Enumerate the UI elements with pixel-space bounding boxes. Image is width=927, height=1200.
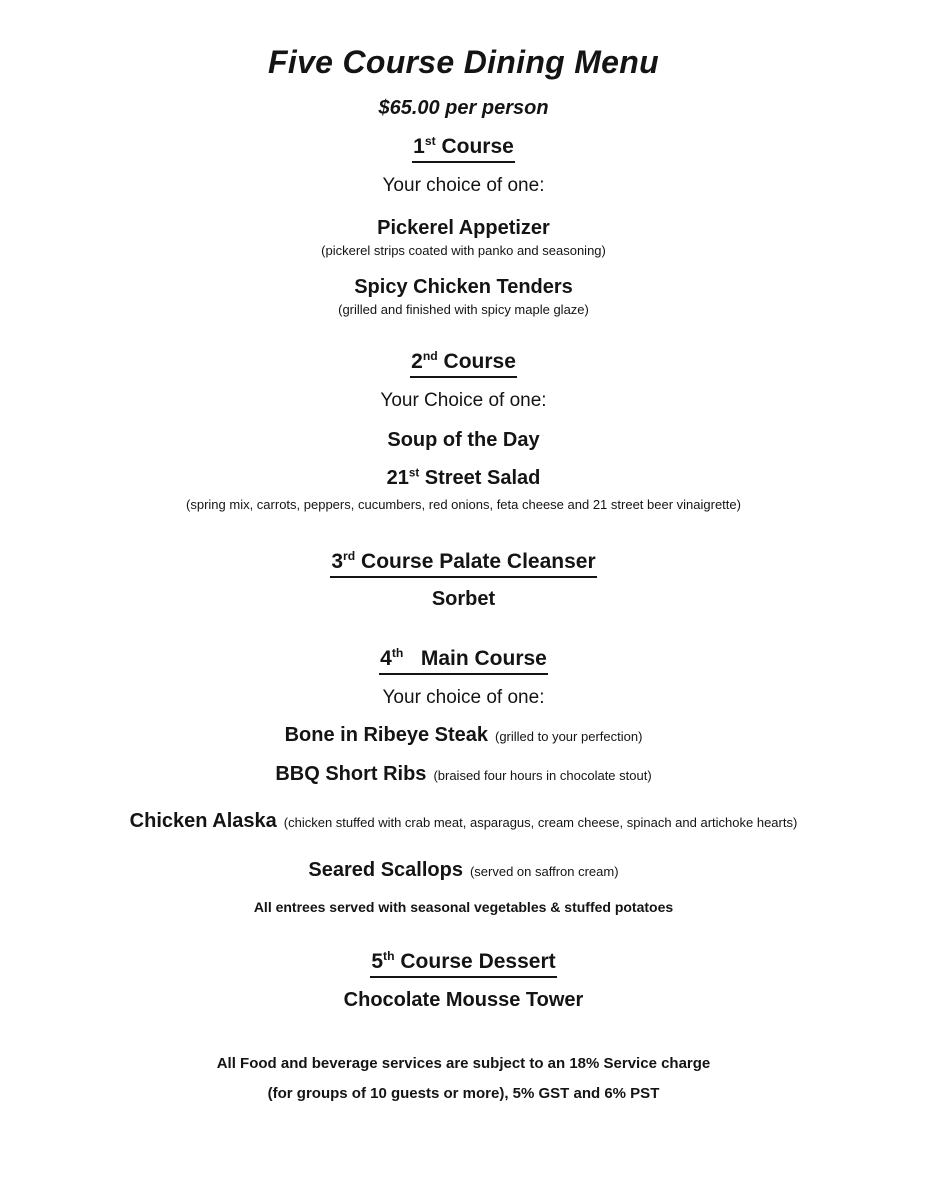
item-bone-in-ribeye-steak (0, 724, 927, 747)
course-5-label: Course Dessert (394, 950, 556, 973)
item-bbq-short-ribs (0, 763, 927, 786)
course-1-label: Course (435, 135, 514, 158)
item-bbq-short-ribs-desc: (braised four hours in chocolate stout) (433, 768, 652, 783)
item-21st-street-salad-number: 21 (386, 467, 409, 489)
course-3-label: Course Palate Cleanser (355, 550, 596, 573)
course-4-ordinal: th (391, 646, 404, 660)
item-21st-street-salad (0, 467, 927, 490)
course-4-label: Main Course (403, 647, 547, 670)
footer-service-charge-line: All Food and beverage services are subject to an 18% Service charge (216, 1055, 711, 1072)
course-4-choice-line: Your choice of one: (382, 687, 545, 708)
course-5-ordinal: th (383, 949, 395, 963)
item-soup-of-the-day: Soup of the Day (387, 429, 540, 451)
course-4-heading (0, 647, 927, 675)
item-seared-scallops (0, 859, 927, 882)
item-seared-scallops-desc: (served on saffron cream) (469, 864, 619, 879)
item-21st-street-salad-desc: (spring mix, carrots, peppers, cucumbers, red onions, feta cheese and 21 street beer vinaigrette) (186, 497, 741, 512)
item-spicy-chicken-tenders-desc: (grilled and finished with spicy maple glaze) (338, 302, 589, 317)
menu-title: Five Course Dining Menu (268, 44, 659, 80)
course-5-heading (0, 950, 927, 978)
item-chocolate-mousse-tower: Chocolate Mousse Tower (343, 989, 584, 1011)
course-3-number: 3 (331, 550, 344, 573)
course-1-number: 1 (413, 135, 425, 158)
item-chicken-alaska-desc: (chicken stuffed with crab meat, asparagus, cream cheese, spinach and artichoke hearts) (283, 815, 798, 830)
item-pickerel-appetizer: Pickerel Appetizer (377, 217, 550, 239)
course-5-number: 5 (371, 950, 384, 973)
course-2-label: Course (437, 350, 516, 373)
item-seared-scallops-name: Seared Scallops (308, 859, 463, 881)
course-1-ordinal: st (424, 134, 436, 148)
item-21st-street-salad-ordinal: st (408, 466, 420, 480)
course-2-ordinal: nd (422, 349, 438, 363)
course-5-heading-text (370, 950, 556, 978)
course-4-heading-text (379, 647, 548, 675)
item-bbq-short-ribs-name: BBQ Short Ribs (275, 763, 427, 785)
course-2-number: 2 (411, 350, 423, 373)
course-2-choice-line: Your Choice of one: (380, 390, 547, 411)
item-bone-in-ribeye-steak-name: Bone in Ribeye Steak (284, 724, 488, 746)
price-line: $65.00 per person (378, 97, 549, 119)
course-3-heading (0, 550, 927, 578)
course-1-heading (0, 135, 927, 163)
item-21st-street-salad-rest: Street Salad (419, 467, 541, 489)
course-4-number: 4 (380, 647, 392, 670)
course-3-heading-text (330, 550, 596, 578)
item-chicken-alaska (0, 810, 927, 833)
course-1-heading-text (412, 135, 515, 163)
item-sorbet: Sorbet (431, 588, 496, 610)
course-2-heading-text (410, 350, 517, 378)
course-2-heading (0, 350, 927, 378)
item-spicy-chicken-tenders: Spicy Chicken Tenders (354, 276, 573, 298)
footer-tax-line: (for groups of 10 guests or more), 5% GST and 6% PST (267, 1085, 660, 1102)
item-bone-in-ribeye-steak-desc: (grilled to your perfection) (495, 729, 643, 744)
course-1-choice-line: Your choice of one: (382, 175, 545, 196)
item-pickerel-appetizer-desc: (pickerel strips coated with panko and seasoning) (321, 243, 606, 258)
item-chicken-alaska-name: Chicken Alaska (129, 810, 277, 832)
course-3-ordinal: rd (343, 549, 356, 563)
entrees-note: All entrees served with seasonal vegetables & stuffed potatoes (253, 899, 674, 915)
